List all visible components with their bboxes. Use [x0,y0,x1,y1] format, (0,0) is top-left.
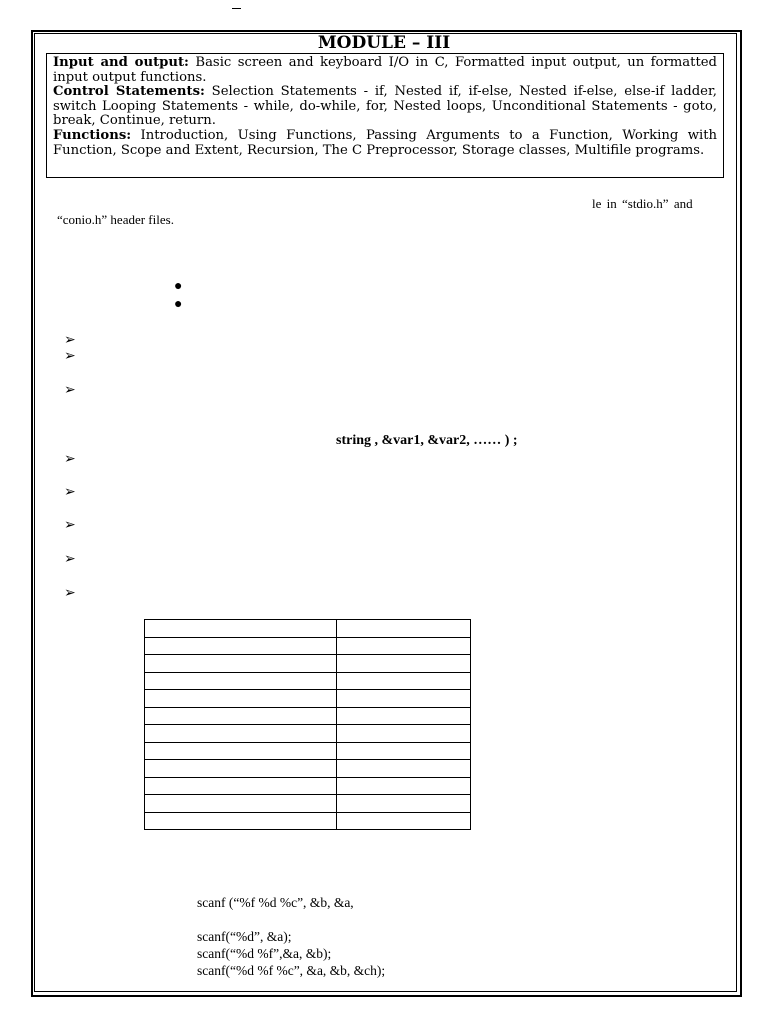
table-cell [337,725,471,743]
table-cell [337,655,471,673]
table-row [145,812,471,830]
arrow-bullet-icon: ➢ [64,518,76,533]
arrow-bullet-icon: ➢ [64,383,76,398]
table-cell [145,707,337,725]
input-output-label: Input and output: [53,55,189,70]
table-cell [337,707,471,725]
table-row [145,777,471,795]
intro-text-tail: le in “stdio.h” and [592,196,693,211]
control-label: Control Statements: [53,84,205,100]
table-cell [145,760,337,778]
functions-text: Introduction, Using Functions, Passing Arguments to a Function, Working with Function, Scope and Extent, Recursion, The C Preprocessor, Storage classes, Multifile programs. [53,127,717,158]
table-cell [337,690,471,708]
table-cell [145,690,337,708]
table-row [145,690,471,708]
table-cell [145,777,337,795]
table-cell [337,812,471,830]
syllabus-control [53,85,717,129]
bullet-icon: ● [174,279,183,294]
table-cell [337,672,471,690]
arrow-bullet-icon: ➢ [64,552,76,567]
table-row [145,620,471,638]
table-cell [337,620,471,638]
arrow-bullet-icon: ➢ [64,485,76,500]
table-cell [145,812,337,830]
code-line: scanf(“%d”, &a); [197,929,292,944]
code-line: scanf (“%f %d %c”, &b, &a, [197,895,354,910]
table-row [145,742,471,760]
table-row [145,672,471,690]
table-cell [337,637,471,655]
code-line: scanf(“%d %f %c”, &a, &b, &ch); [197,963,386,978]
table-cell [337,742,471,760]
table-row [145,760,471,778]
table-cell [145,672,337,690]
table-cell [145,637,337,655]
table-cell [145,655,337,673]
printf-syntax: string , &var1, &var2, …… ) ; [336,433,518,448]
arrow-bullet-icon: ➢ [64,333,76,348]
table-cell [145,795,337,813]
control-text: Selection Statements - if, Nested if, if-else, Nested if-else, else-if ladder, switch Looping Statements - while, do-while, for, Nested loops, Unconditional Statements - goto, break, Continue, return. [53,84,717,129]
arrow-bullet-icon: ➢ [64,452,76,467]
format-specifier-table [144,619,471,830]
table-cell [145,725,337,743]
module-title: MODULE – III [317,33,451,53]
code-line: scanf(“%d %f”,&a, &b); [197,946,332,961]
arrow-bullet-icon: ➢ [64,586,76,601]
table-row [145,725,471,743]
intro-text-line2: “conio.h” header files. [57,212,174,227]
table-cell [145,742,337,760]
functions-label: Functions: [53,127,132,143]
top-dash [232,8,241,9]
table-cell [145,620,337,638]
syllabus-box [46,53,724,178]
bullet-icon: ● [174,297,183,312]
table-row [145,637,471,655]
table-cell [337,760,471,778]
table-row [145,655,471,673]
input-output-text: Basic screen and keyboard I/O in C, Formatted input output, un formatted input output functions. [53,55,718,85]
table-row [145,795,471,813]
table-cell [337,795,471,813]
arrow-bullet-icon: ➢ [64,349,76,364]
table-row [145,707,471,725]
syllabus-input-output [53,56,717,85]
syllabus-functions [53,129,717,158]
table-cell [337,777,471,795]
